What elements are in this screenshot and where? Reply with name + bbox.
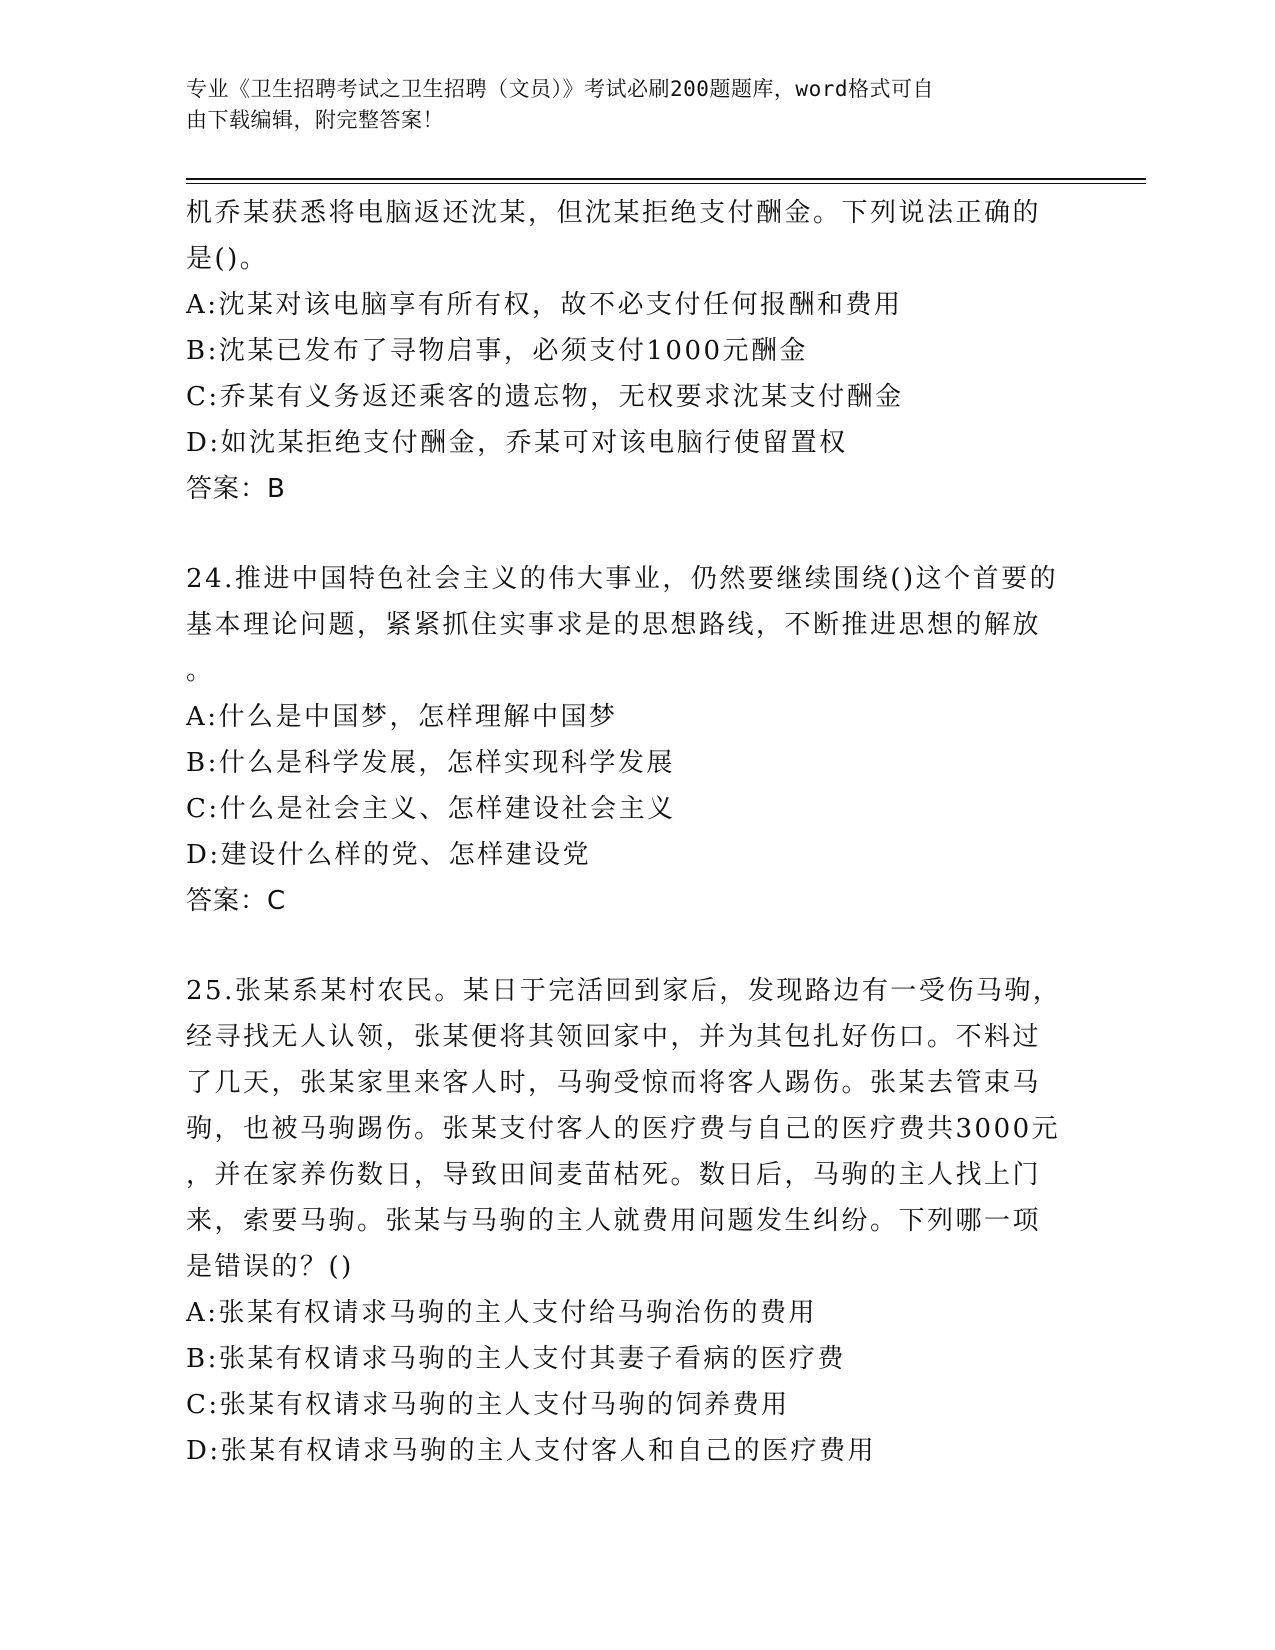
option-c: C:张某有权请求马驹的主人支付马驹的饲养费用 (186, 1390, 790, 1420)
header-divider-thin (186, 183, 1146, 184)
header-line-1: 专业《卫生招聘考试之卫生招聘（文员）》考试必刷200题题库，word格式可自 (186, 77, 934, 101)
answer: 答案：B (186, 474, 286, 504)
option-d: D:建设什么样的党、怎样建设党 (186, 840, 592, 870)
document-header (186, 74, 1066, 136)
answer: 答案：C (186, 886, 287, 916)
option-b: B:什么是科学发展，怎样实现科学发展 (186, 748, 675, 778)
question-text-line: 经寻找无人认领，张某便将其领回家中，并为其包扎好伤口。不料过 (186, 1022, 1042, 1052)
question-text-line: 驹，也被马驹踢伤。张某支付客人的医疗费与自己的医疗费共3000元 (186, 1114, 1061, 1144)
question-text-line: 来，索要马驹。张某与马驹的主人就费用问题发生纠纷。下列哪一项 (186, 1206, 1042, 1236)
question-text-line: 机乔某获悉将电脑返还沈某，但沈某拒绝支付酬金。下列说法正确的 (186, 198, 1042, 228)
option-a: A:张某有权请求马驹的主人支付给马驹治伤的费用 (186, 1298, 818, 1328)
question-text-line: 是()。 (186, 244, 269, 274)
question-text-line: 24.推进中国特色社会主义的伟大事业，仍然要继续围绕()这个首要的 (186, 564, 1059, 594)
question-text-line: ，并在家养伤数日，导致田间麦苗枯死。数日后，马驹的主人找上门 (186, 1160, 1042, 1190)
header-line-2: 由下载编辑，附完整答案！ (186, 108, 444, 132)
option-d: D:张某有权请求马驹的主人支付客人和自己的医疗费用 (186, 1436, 877, 1466)
question-23 (186, 190, 1071, 512)
option-b: B:张某有权请求马驹的主人支付其妻子看病的医疗费 (186, 1344, 846, 1374)
question-text-line: 了几天，张某家里来客人时，马驹受惊而将客人踢伤。张某去管束马 (186, 1068, 1042, 1098)
question-text-line: 。 (186, 656, 215, 686)
option-d: D:如沈某拒绝支付酬金，乔某可对该电脑行使留置权 (186, 428, 848, 458)
question-text-line: 25.张某系某村农民。某日于完活回到家后，发现路边有一受伤马驹， (186, 976, 1062, 1006)
header-divider (186, 178, 1146, 180)
spacer (186, 512, 1071, 556)
option-b: B:沈某已发布了寻物启事，必须支付1000元酬金 (186, 336, 809, 366)
option-a: A:沈某对该电脑享有所有权，故不必支付任何报酬和费用 (186, 290, 903, 320)
document-body (186, 190, 1071, 1474)
question-24 (186, 556, 1071, 924)
option-c: C:什么是社会主义、怎样建设社会主义 (186, 794, 676, 824)
question-25 (186, 968, 1071, 1474)
question-text-line: 是错误的？() (186, 1252, 354, 1282)
spacer (186, 924, 1071, 968)
option-c: C:乔某有义务返还乘客的遗忘物，无权要求沈某支付酬金 (186, 382, 904, 412)
option-a: A:什么是中国梦，怎样理解中国梦 (186, 702, 618, 732)
question-text-line: 基本理论问题，紧紧抓住实事求是的思想路线，不断推进思想的解放 (186, 610, 1042, 640)
